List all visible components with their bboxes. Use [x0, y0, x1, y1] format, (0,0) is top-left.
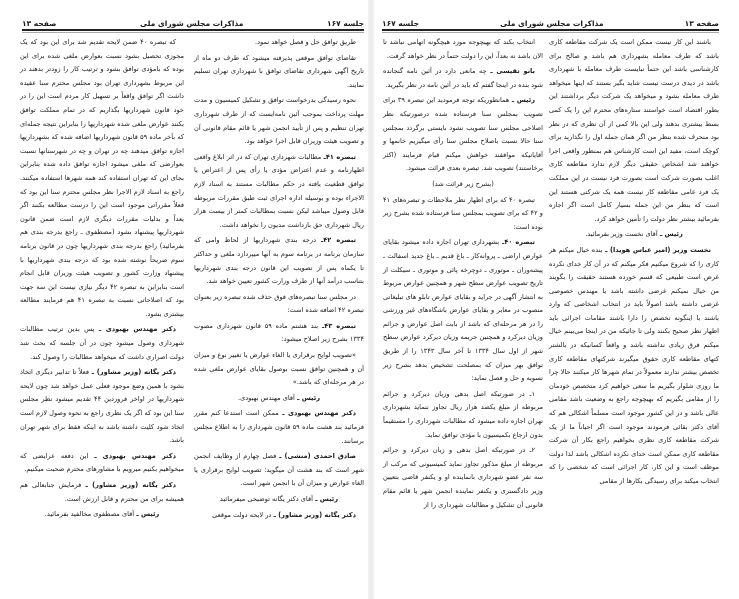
paragraph-text: فصل چهارم از وظایف انجمن شهر است که بند هشت آن میگوید: تصویب لوایح برقراری یا الغاء عوارض و میزان آن با انجمن شهر است. — [194, 452, 364, 488]
paragraph — [20, 508, 184, 522]
left-page-title: مذاکرات مجلس شورای ملی — [140, 19, 244, 28]
left-page-column-right — [194, 36, 364, 524]
paragraph — [194, 52, 364, 93]
speaker-name: دکتر یگانه (وزیر مشاور) ـ — [271, 510, 356, 519]
right-page-column-left — [383, 36, 543, 514]
speaker-name: دکتر یگانه (وزیر مشاور) ـ — [81, 481, 176, 489]
paragraph — [383, 194, 543, 235]
paragraph-text: ۲ـ در صورتیکه اصل بدهی و زیان دیرکرد و جرائم مربوطه از مبلغ مذکور تجاوز نماید کمیسیونی که مرکب از سه نفر عضو شهرداری بانماینده او و یکنفر قاضی بتعیین وزیر دادگستری و یکنفر نماینده انجمن شهر یا قائم مقام قانونی آن تشکیل و مطالبات شهرداری را از — [383, 446, 543, 509]
right-page-number: صفحه ۱۳ — [684, 19, 719, 28]
paragraph — [383, 388, 543, 442]
paragraph — [194, 407, 364, 448]
paragraph-text: آقای دکتر یگانه توضیحی میفرمائید — [219, 495, 313, 503]
paragraph-text: که تبصره ۴۰ ضمن لایحه تقدیم شد برای این بود که یک مجوزی تحصیل بشود نسبت بعوارض ملغی شده برای این بوده که بامؤدی توافق بشود و ترتیب کار را زودتر بدهند در این مربوط بشهرداری تهران بود مجلس محترم سنا عقیده داشت اگر توافق واقعاً بر تسهیل کار مردم است این را در خود قانون شهرداریها بگذاریم که در تمام مملکت توافق بکنند عوارض ملغی شده شهرداریها را بنابراین نتیجه جمله‌ای که بآخر ماده ۵۹ قانون شهرداریها اضافه شده که بشهرداریها اجازه توافق میدهند چه در تهران و چه در شهرستانها نسبت بعوارضی که ملغی میشود اجازه توافق داده شده بنابراین بجای این که تهران استفاده کند همه شهرها استفاده میکنند. راجع به اسناد لازم الاجرا نظر مجلس محترم سنا این بود که فعلاً مقرراتی موجود است این را درست مطالعه بکنند اگر بعداً و بدلیات مقررات دیگری لازم است ضمن قانون شهرداریها پیشنهاد بشود (مصطفوی ـ راجع بدرجه بندی هم بفرمائید) راجع بدرجه بندی شهرداریها چون در قانون برنامه سوم صریحاً نوشته شده بود که درجه بندی شهرداریها با پیشنهاد وزارت کشور و تصویب هیئت وزیران قابل انجام است بنابراین به تبصره ۴۲ دیگر نیازی نیست این سه جهت بود که اصلاحاتی نسبت به تبصره ۴۱ هم فرمایند مطالعه بیشتری بشود. — [20, 38, 184, 318]
paragraph-text: در مجلس سنا تبصره‌های فوق حذف شده تبصره زیر بعنوان تبصره ۴۲ اضافه شده است: — [194, 292, 364, 315]
paragraph-text: انتخاب بکند که بهیچوجه مورد هیچگونه اتهامی نباشد تا الان باشد نه بعداً، این را دولت حتماً در نظر خواهد گرفت. — [383, 38, 543, 60]
paragraph — [194, 36, 364, 50]
paragraph-text: فرمایش جنابعالی هم همیشه برای من محترم و قابل ارزش است. — [20, 481, 184, 503]
paragraph-text: آقای مصطفوی مخالفید بفرمائید. — [44, 510, 135, 519]
paragraph-text: فعلاً تا تدابیر دیگری اتخاذ بشود با همین وضع موجود فعلی عمل خواهد شد چون لایحه شهرداریها در اواخر فروردین ۴۴ تقدیم میشود نظر مجلس سنا این بود که اگر یک نظری راجع به نحوه وصول لازم است اتخاذ شود کلیت داشته باشد نه اینکه فقط برای شهر تهران باشد. — [20, 368, 184, 445]
left-header-rule — [22, 29, 364, 31]
right-page — [374, 0, 739, 599]
paragraph-text: آقای نخست وزیر بفرمائید. — [585, 230, 658, 239]
paragraph — [383, 236, 543, 386]
left-page-column-left — [20, 36, 184, 524]
speaker-name: بانو تفیسی ـ — [486, 67, 536, 76]
paragraph — [20, 450, 184, 477]
article-label: تبصره ۴۳ـ — [318, 321, 356, 330]
paragraph — [20, 366, 184, 448]
paragraph-text: (بشرح زیر قرائت شد) — [432, 179, 494, 188]
paragraph-text: چه مانعی دارد در آئین نامه گنجانده شود بنده در اینجا گفتم که باید در آئین نامه در نظر بگیرید. — [383, 67, 543, 89]
paragraph — [20, 36, 184, 321]
speaker-name: رئیس ـ — [657, 230, 683, 239]
speaker-name: صادق احمدی (منشی) ـ — [276, 452, 357, 461]
speaker-name: رئیس ـ — [294, 393, 321, 402]
right-page-title: مذاکرات مجلس شورای ملی — [500, 19, 604, 28]
paragraph-text: تبصره ۴۰ که برای اظهار نظر ملاحظات و تبصره‌های ۴۱ و ۴۲ که برای تصویب بمجلس سنا فرستاده شده بشرح زیر بوده است: — [383, 195, 543, 231]
right-page-header — [382, 17, 719, 28]
paragraph — [194, 509, 364, 523]
paragraph-text: همانطوریکه توجه فرمودید این تبصره ۳۹ برای تصویب بمجلس سنا فرستاده شده درصورتیکه نظر اصلاحی مجلس سنا تصویب نشود بایستی برگردد بمجلس سنا حالا نسبت باصلاح مجلس سنا رأی میگیریم خانمها و آقایانیکه موافقند خواهش میکنم قیام فرمایند (اکثر برخاستند) تصویب شد. تبصره بعدی قرائت میشود. — [383, 96, 543, 173]
right-page-column-right — [549, 36, 719, 491]
paragraph-text: تقاضای توافق موقعی پذیرفته میشود که ظرف دو ماه از تاریخ آگهی شهرداری تقاضای توافق با شهرداری تهران تسلیم نمایند. — [194, 53, 364, 89]
article-label: تبصره ۴۲ـ — [316, 236, 356, 245]
right-header-rule — [382, 29, 719, 31]
paragraph — [383, 444, 543, 512]
paragraph-text: نحوه رسیدگی بدرخواست توافق و تشکیل کمیسیون و مدت مهلت پرداخت بموجب آئین نامه‌ایست که از طرف شهرداری تهران تنظیم و پس از تأیید انجمن شهر یا قائم مقام قانونی آن و تصویب هیئت وزیران قابل اجرا خواهد بود. — [194, 96, 364, 146]
article-label: تبصره ۴۰ـ — [499, 238, 535, 247]
paragraph-text: طریق توافق حل و فصل خواهد نمود. — [255, 38, 356, 46]
speaker-name: رئیس ـ — [312, 495, 339, 503]
paragraph — [194, 234, 364, 288]
paragraph — [383, 65, 543, 92]
paragraph — [549, 244, 719, 489]
paragraph — [194, 450, 364, 491]
paragraph — [383, 94, 543, 176]
paragraph-text: پس بدین ترتیب مطالبات شهرداری وصول میشود چون در آن جلسه که بحث شد دولت اصراری داشت که میخواهد مطالبات را وصول کند. — [20, 325, 184, 361]
paragraph — [20, 479, 184, 506]
left-page-number: صفحه ۱۳ — [22, 19, 57, 28]
paragraph-text: آقای مهندس بهبودی. — [237, 393, 295, 402]
paragraph-text: بند هشتم ماده ۵۹ قانون شهرداری مصوب ۱۳۳۴ بشرح زیر اصلاح میشود: — [194, 321, 364, 344]
speaker-name: دکتر مهندس بهبودی ـ — [94, 325, 176, 334]
paragraph — [194, 291, 364, 318]
speaker-name: نخست وزیر (امیر عباس هویدا) ـ — [602, 245, 711, 254]
left-page-volume: جلسه ۱۶۷ — [327, 19, 364, 28]
speaker-name: دکتر یگانه (وزیر مشاور) ـ — [89, 368, 176, 377]
paragraph-text: مطالبات شهرداری تهران که در اثر ابلاغ واقعی اظهارنامه و عدم اعتراض مؤدی یا رأی پس از اعتراض یا توافق قطعیت یافته در حکم مطالبات مستند به اسناد لازم الاجراء بوده و بوسیله اداره اجرای ثبت طبق مقررات مربوطه قابل وصول میباشد لیکن نسبت بمطالبات کمتر از بیست هزار ریال شهرداری حق بازداشت مدیون را نخواهد داشت. — [194, 152, 364, 229]
paragraph — [194, 94, 364, 148]
speaker-name: رئیس ـ — [509, 96, 536, 105]
paragraph — [194, 349, 364, 390]
article-label: تبصره ۴۱ـ — [321, 152, 356, 161]
paragraph — [194, 493, 364, 507]
paragraph — [194, 320, 364, 347]
paragraph — [549, 228, 719, 242]
paragraph — [383, 36, 543, 63]
paragraph-text: درجه بندی شهرداریها از لحاظ وامی که سازمان برنامه در برنامه سوم به آنها میپردازد ملغی و حداکثر تا یکماه پس از تصویب این قانون درجه بندی شهرداریها بتناسب درآمد آنها از طرف وزارت کشور تعیین خواهد شد. — [194, 236, 364, 286]
paragraph-text: بنده خیال میکنم هر کاری را که شروع میکنیم فکر میکنم که در آن کار خدای نکرده غرض است طبیعی که قسم خورده هستند حقیقت را بگویند من خیال نمیکنم غرضی داشته باشد یا مهندس خصوصی غرضی داشته باشد اصولاً باید در انتخاب اشخاصی که وارد باشند با اینگونه تخصص را دارا باشند مقامات اجرائی باید اظهار نظر صحیح بکنند ولی تا جائیکه من در اینجا می‌بینم خیال میکنم فرق زیادی نداشته باشد و واقعاً کسانیکه در بالشتر کتهای مقاطعه کاری حقوق میگیرند شرکتهای مقاطعه کاری تخصص بیشتر ندارند معمولاً در تمام شهرها کار میکنند حالا چرا ما روزی شلوار بگیریم ما سعی خواهیم کرد متخصص خودمان را از مقامی بگیریم که بهیچوجه راجع به وضعیت باشد مقامی عالی باشد و در این کشور موجود است مسلماً اشکالی هم که آقای دکتر بقائی فرمودند موجود است اگر احیاناً ما از یک شرکت مقاطعه کاری نظری بخواهیم راجع بکار آن شرکت مقاطعه کاری ممکن است خدای نکرده اشکالی باشد لذا دولت موظف است و این کار، کار اجرائی است که شخصی را که انتخاب میکند برای رسیدگی بکارها از مقامی — [549, 245, 719, 485]
paragraph-text: ۱ـ در صورتیکه اصل بدهی وزیان دیرکرد و جرائم مربوطه از مبلغ یکصد هزار ریال تجاوز ننماید بشهرداری تهران اجازه داده میشود که مطالبات شهرداری را مستقیماً بدون ارجاع بکمیسیون با مؤدی توافق نماید. — [383, 389, 543, 439]
paragraph-text: باشند این کار نیست ممکن است یک شرکت مقاطعه کاری باشد که طرف معامله بشهرداری هم باشد و صالح برای کارشناسی باشد این حتماً نبایست طرف معامله با شهرداری باشد در دیدی درست نیست شاید بگیر بستند که اینها میخواهد طرف معامله بشود و میخواهد یک شرکت دیگر برداشتند این بطور اقتصاد است خواستند ستاره‌های محترم این را یک کمی بسط بیشتری بدهند ولی این بالا کمی از آن نظری که در نظر بود منحرف شده بنظر من اگر همان جمله اول را نگذارید برای کوچک است، مفید این است کارشناس هم بمنظور واقعی اجرا خواهند شد اشخاص حقیقی دیگر لازم ندارد مقاطعه کاری اغلب بصورت شرکت است بصورت فرد نیست در این مملکت یک فرد عامی مقاطعه کار نیست همه یک شرکتی هستند این است که بنظر من این جمله بسیار کامل است اگر اجازه بفرمائید بیشتر نظر دولت را تأمین خواهد کرد. — [549, 38, 719, 223]
paragraph-text: در لایحه دولت موقعی — [212, 510, 272, 519]
paragraph-text: ممکن است استدعا کنم مقرر فرمائید بند هشت ماده ۵۹ قانون شهرداری را به اطلاع مجلس برسانند. — [194, 409, 364, 445]
paragraph-text: این دفعه عرایضی که میخواهیم بکنیم میرویم با مشاورهای محترم صحبت میکنیم. — [20, 451, 184, 474]
left-page-header — [22, 17, 364, 28]
paragraph — [383, 178, 543, 192]
paragraph — [194, 151, 364, 233]
paragraph-text: بشهرداری تهران اجازه داده میشود بقایای عوارض اراضی ـ پروانه‌کار ـ باغ قدیم ـ باغ جدید اسفالت ـ پیشه‌وران ـ موتوری ـ دوچرخه پائی و موتوری ـ سیکلت از تاریخ تصویب عوارض سطح شهر و همچنین عوارض مربوط به انتشار آگهی در جراید و بقایای عوارض تابلو های تبلیغاتی منصوب در معابر و بقایای عوارض باشگاه‌های غیر ورزشی را در هر مرحله‌ای که باشد از بابت اصل عوارض و جرائم وزیان دیرکرد و همچنین جریمه وزیان دیرکرد عوارض سطح شهر از اول سال ۱۳۳۴ تا آخر سال ۱۳۴۳ را از طریق توافق بهر میزان که بمصلحت تشخیص بدهد بشرح زیر تسویه و حل و فصل نماید: — [383, 238, 543, 383]
speaker-name: دکتر مهندس بهبودی ـ — [88, 451, 176, 460]
paragraph — [20, 323, 184, 364]
paragraph — [194, 392, 364, 406]
paragraph — [549, 36, 719, 226]
right-page-volume: جلسه ۱۶۷ — [382, 19, 420, 28]
speaker-name: رئیس ـ — [134, 510, 160, 519]
speaker-name: دکتر مهندس بهبودی ـ — [278, 409, 356, 418]
paragraph-text: «تصویب لوایح برقراری یا الغاء عوارض یا تغییر نوع و میزان آن و همچنین توافق نسبت بوصول بقایای عوارض ملغی شده در هر مرحله‌ای که باشد.» — [194, 351, 364, 387]
